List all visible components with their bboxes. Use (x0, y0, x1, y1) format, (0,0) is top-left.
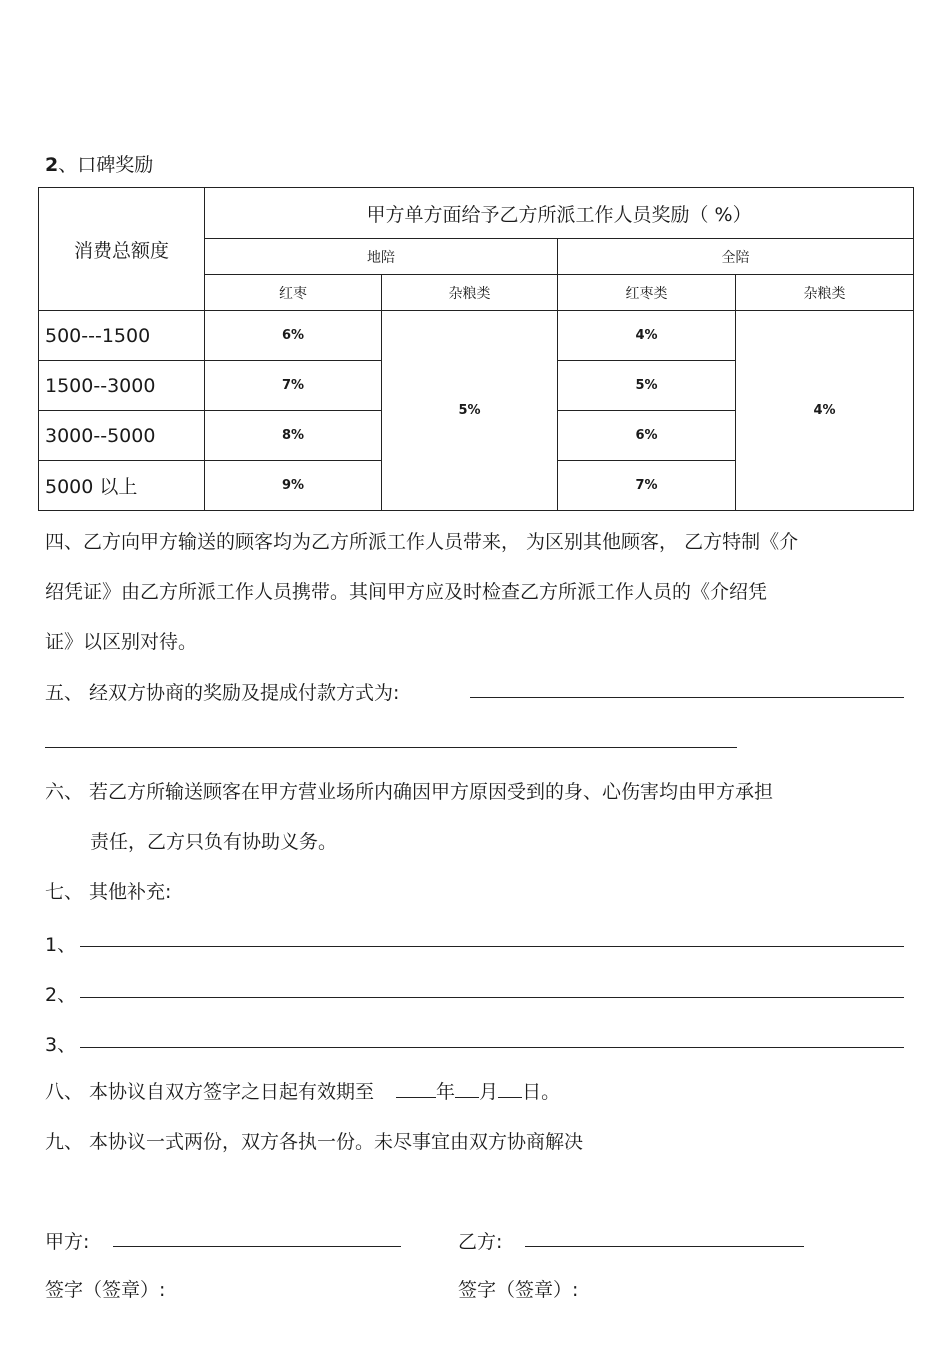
month-label: 月 (479, 1081, 499, 1103)
group-dipei-header: 地陪 (205, 239, 558, 275)
payment-method-blank-line[interactable] (470, 697, 904, 698)
supplement-item-1-label: 1、 (45, 934, 77, 956)
supplement-item-1-blank[interactable] (80, 946, 904, 947)
clause-five: 五、 经双方协商的奖励及提成付款方式为: (45, 682, 400, 704)
dipei-zaliang-cell: 5% (382, 311, 558, 511)
range-cell: 5000 以上 (39, 461, 205, 511)
range-cell: 3000--5000 (39, 411, 205, 461)
supplement-item-2-label: 2、 (45, 984, 77, 1006)
month-blank[interactable] (455, 1081, 479, 1098)
supplement-item-3-blank[interactable] (80, 1047, 904, 1048)
day-blank[interactable] (498, 1081, 522, 1098)
payment-method-blank-line-2[interactable] (45, 747, 737, 748)
clause-four-line1: 四、乙方向甲方输送的顾客均为乙方所派工作人员带来， 为区别其他顾客， 乙方特制《介 (45, 531, 799, 553)
supplement-item-2-blank[interactable] (80, 997, 904, 998)
dipei-hongzao-cell: 9% (205, 461, 382, 511)
quanpei-hongzao-cell: 4% (558, 311, 736, 361)
clause-six-line2: 责任，乙方只负有协助义务。 (90, 831, 338, 853)
clause-nine: 九、 本协议一式两份，双方各执一份。未尽事宜由双方协商解决 (45, 1131, 584, 1153)
quanpei-hongzao-cell: 6% (558, 411, 736, 461)
clause-four-line3: 证》以区别对待。 (45, 631, 198, 653)
section-title-text: 、口碑奖励 (58, 154, 154, 176)
section-title (45, 150, 153, 177)
range-cell: 1500--3000 (39, 361, 205, 411)
quanpei-zaliang-header: 杂粮类 (736, 275, 914, 311)
year-blank[interactable] (396, 1081, 436, 1098)
dipei-hongzao-cell: 6% (205, 311, 382, 361)
dipei-hongzao-cell: 7% (205, 361, 382, 411)
clause-eight-text: 八、 本协议自双方签字之日起有效期至 (45, 1081, 375, 1103)
range-cell: 500---1500 (39, 311, 205, 361)
table-row (39, 311, 914, 361)
main-header: 甲方单方面给予乙方所派工作人员奖励（ %） (205, 188, 914, 239)
clause-seven: 七、 其他补充: (45, 881, 172, 903)
table-header-row-main (39, 188, 914, 239)
supplement-item-3-label: 3、 (45, 1034, 77, 1056)
clause-six-line1: 六、 若乙方所输送顾客在甲方营业场所内确因甲方原因受到的身、心伤害均由甲方承担 (45, 781, 774, 803)
party-b-signature-label: 签字（签章）: (458, 1279, 579, 1301)
quanpei-hongzao-cell: 5% (558, 361, 736, 411)
party-a-signature-label: 签字（签章）: (45, 1279, 166, 1301)
reward-table (38, 187, 914, 511)
quanpei-hongzao-cell: 7% (558, 461, 736, 511)
quanpei-hongzao-header: 红枣类 (558, 275, 736, 311)
year-label: 年 (436, 1081, 456, 1103)
party-b-blank[interactable] (525, 1246, 804, 1247)
section-number: 2 (45, 154, 59, 176)
party-a-blank[interactable] (113, 1246, 401, 1247)
group-quanpei-header: 全陪 (558, 239, 914, 275)
day-label: 日。 (522, 1081, 561, 1103)
dipei-zaliang-header: 杂粮类 (382, 275, 558, 311)
clause-four-line2: 绍凭证》由乙方所派工作人员携带。其间甲方应及时检查乙方所派工作人员的《介绍凭 (45, 581, 768, 603)
party-a-label: 甲方: (45, 1231, 90, 1253)
clause-eight (45, 1077, 560, 1104)
party-b-label: 乙方: (458, 1231, 503, 1253)
dipei-hongzao-header: 红枣 (205, 275, 382, 311)
quanpei-zaliang-cell: 4% (736, 311, 914, 511)
dipei-hongzao-cell: 8% (205, 411, 382, 461)
col-amount-header: 消费总额度 (39, 188, 205, 311)
